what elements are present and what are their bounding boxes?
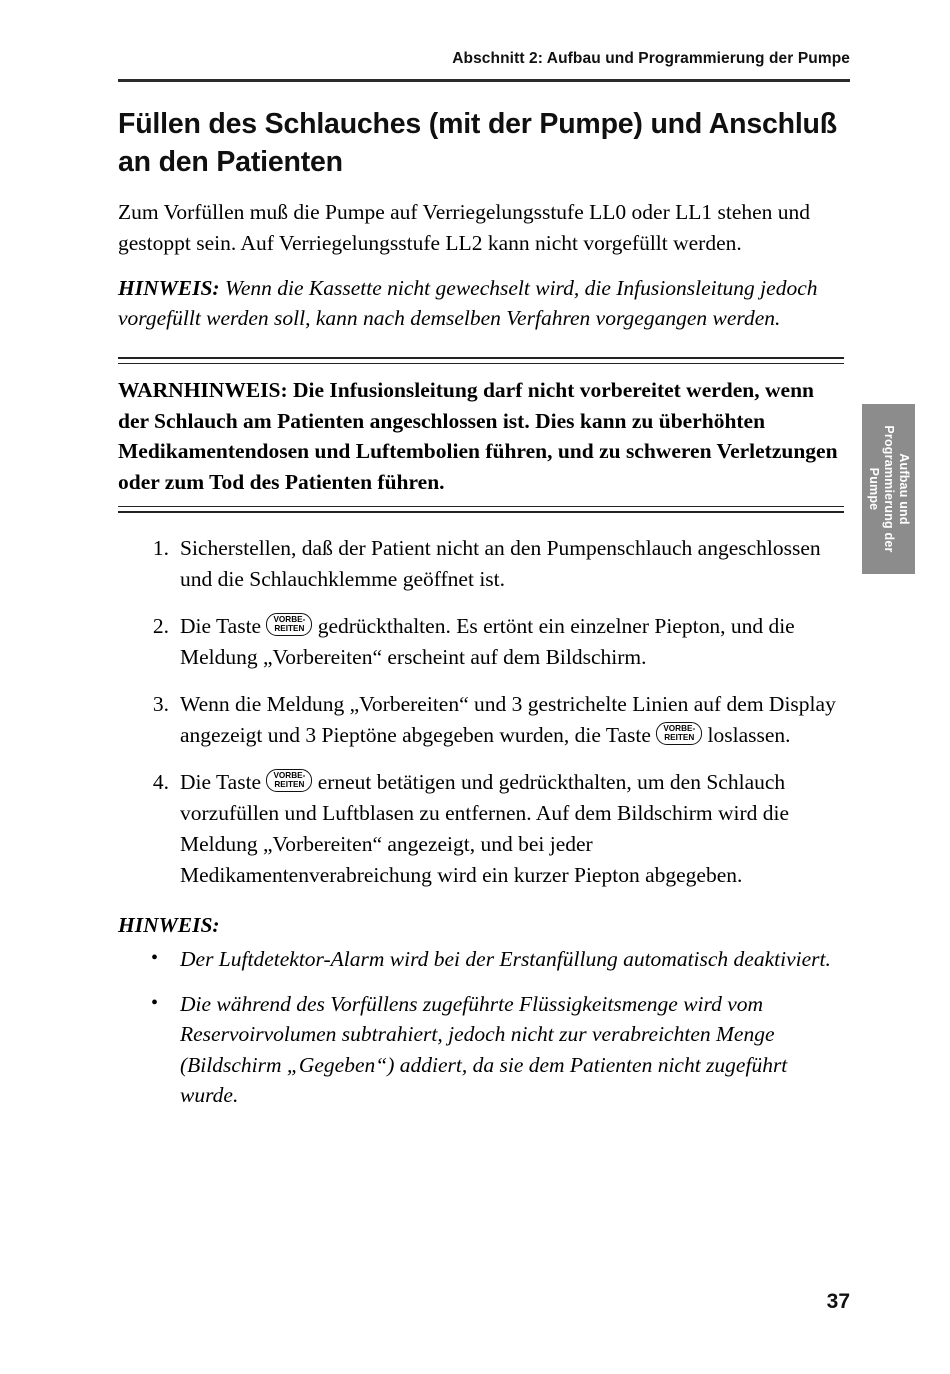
key-label-line2: REITEN — [274, 780, 305, 789]
running-head: Abschnitt 2: Aufbau und Programmierung der Pumpe — [452, 50, 850, 67]
step-text-after: erneut betätigen und gedrückthalten, um den Schlauch vorzufüllen und Luftblasen zu entfernen. Auf dem Bildschirm wird die Meldung „Vorbereiten“ angezeigt, und bei jeder Medikamentenverabreichung wird ein kurzer Piepton abgegeben. — [180, 770, 790, 887]
list-item — [118, 611, 844, 673]
page-title: Füllen des Schlauches (mit der Pumpe) und Anschluß an den Patienten — [118, 108, 837, 178]
step-text: Sicherstellen, daß der Patient nicht an den Pumpenschlauch angeschlossen und die Schlauchklemme geöffnet ist. — [180, 536, 821, 591]
steps-list — [118, 533, 844, 891]
warning-box — [118, 357, 844, 513]
key-label-line2: REITEN — [274, 624, 305, 633]
page-content — [118, 105, 844, 1125]
vorbereiten-key-icon — [656, 722, 702, 745]
bullet-icon: • — [151, 991, 159, 1014]
list-item — [118, 767, 844, 891]
step-text-before: Die Taste — [180, 770, 267, 794]
step-text-before: Wenn die Meldung „Vorbereiten“ und 3 gestrichelte Linien auf dem Display angezeigt und 3 Pieptöne abgegeben wurden, die Taste — [180, 692, 836, 747]
bullet-text: Die während des Vorfüllens zugeführte Flüssigkeitsmenge wird vom Reservoirvolumen subtrahiert, jedoch nicht zur verabreichten Menge (Bildschirm „Gegeben“) addiert, da sie dem Patienten nicht zugeführt wurde. — [180, 991, 788, 1107]
hinweis-bullet-list — [118, 944, 844, 1111]
section-side-tab — [862, 404, 915, 574]
key-label-line1: VORBE- — [663, 724, 696, 733]
key-label-line2: REITEN — [664, 733, 695, 742]
key-label-line1: VORBE- — [273, 771, 306, 780]
warning-top-rule — [118, 357, 844, 364]
section-side-tab-label: Aufbau und Programmierung der Pumpe — [867, 425, 911, 553]
step-number: 1. — [152, 536, 169, 560]
step-text-after: loslassen. — [702, 723, 791, 747]
bullet-icon: • — [151, 947, 159, 969]
vorbereiten-key-icon — [266, 769, 312, 792]
vorbereiten-key-icon — [266, 613, 312, 636]
list-item — [118, 689, 844, 751]
step-text-before: Die Taste — [180, 614, 267, 638]
key-label-line1: VORBE- — [273, 615, 306, 624]
page-number: 37 — [826, 1290, 850, 1313]
list-item — [118, 989, 844, 1111]
step-number: 3. — [152, 692, 169, 716]
hinweis-text: Wenn die Kassette nicht gewechselt wird, die Infusionsleitung jedoch vorgefüllt werden soll, kann nach demselben Verfahren vorgegangen werden. — [118, 276, 818, 330]
step-number: 4. — [152, 770, 169, 794]
list-item — [118, 944, 844, 975]
hinweis-bullets-heading: HINWEIS: — [118, 913, 220, 937]
hinweis-paragraph — [118, 273, 844, 333]
hinweis-label: HINWEIS: — [118, 276, 220, 300]
warning-bottom-rule — [118, 506, 844, 513]
list-item — [118, 533, 844, 595]
step-text-after: gedrückthalten. Es ertönt ein einzelner Piepton, und die Meldung „Vorbereiten“ erscheint auf dem Bildschirm. — [180, 614, 795, 669]
step-number: 2. — [152, 614, 169, 638]
warning-text: WARNHINWEIS: Die Infusionsleitung darf nicht vorbereitet werden, wenn der Schlauch am Patienten angeschlossen ist. Dies kann zu überhöhten Medikamentendosen und Luftembolien führen, und zu schweren Verletzungen oder zum Tod des Patienten führen. — [118, 378, 838, 494]
bullet-text: Der Luftdetektor-Alarm wird bei der Erstanfüllung automatisch deaktiviert. — [180, 947, 831, 971]
intro-paragraph: Zum Vorfüllen muß die Pumpe auf Verriegelungsstufe LL0 oder LL1 stehen und gestoppt sein. Auf Verriegelungsstufe LL2 kann nicht vorgefüllt werden. — [118, 200, 811, 255]
header-divider — [118, 79, 850, 82]
